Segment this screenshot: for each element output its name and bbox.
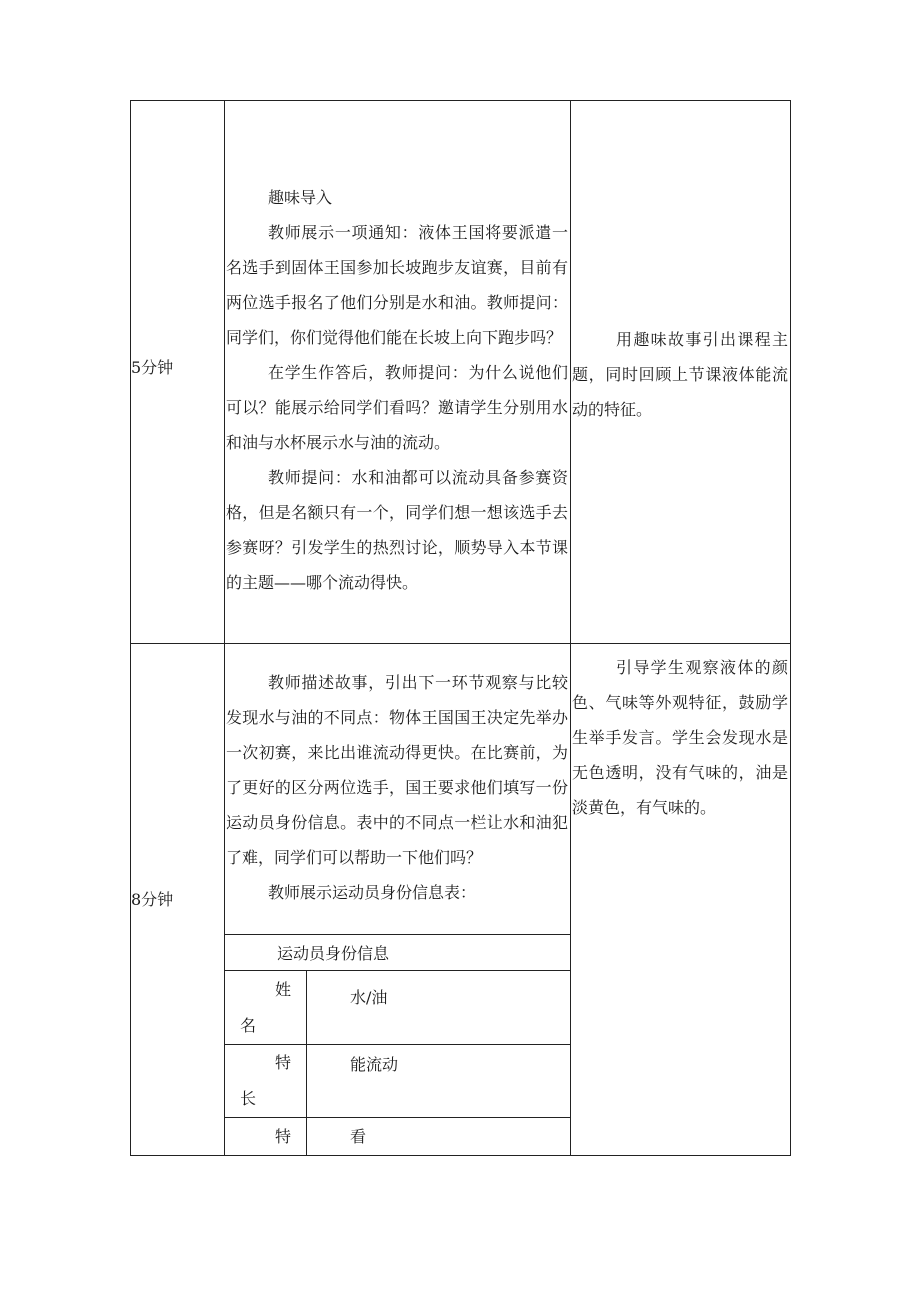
info-table-row-divider — [224, 1117, 570, 1118]
content-cell-row-1 — [226, 180, 568, 600]
info-table-column-divider — [306, 970, 307, 1156]
column-divider-time — [224, 100, 225, 1156]
info-label-name-bottom: 名 — [240, 1016, 257, 1035]
table-left-border — [130, 100, 131, 1156]
content-paragraph: 教师描述故事，引出下一环节观察与比较发现水与油的不同点：物体王国国王决定先举办一次初赛，来比出谁流动得更快。在比赛前，为了更好的区分两位选手，国王要求他们填写一份运动员身份信息。表中的不同点一栏让水和油犯了难，同学们可以帮助一下他们吗？ — [226, 673, 568, 867]
time-cell-row-1: 5分钟 — [131, 358, 174, 377]
info-table-title: 运动员身份信息 — [277, 944, 390, 963]
table-bottom-border — [130, 1155, 791, 1156]
info-label-name-top: 姓 — [275, 980, 292, 999]
section-heading: 趣味导入 — [268, 188, 333, 207]
row-divider — [130, 643, 791, 644]
info-label-specialty-bottom: 长 — [240, 1089, 257, 1108]
info-value-specialty: 能流动 — [350, 1055, 399, 1074]
info-table-row-divider — [224, 1044, 570, 1045]
content-paragraph: 教师提问：水和油都可以流动具备参赛资格，但是名额只有一个，同学们想一想该选手去参赛呀？引发学生的热烈讨论，顺势导入本节课的主题——哪个流动得快。 — [226, 468, 568, 592]
time-cell-row-2: 8分钟 — [131, 890, 174, 909]
info-label-specialty-top: 特 — [275, 1053, 292, 1072]
table-top-border — [130, 100, 791, 101]
content-paragraph: 教师展示运动员身份信息表： — [268, 883, 477, 902]
content-paragraph: 教师展示一项通知：液体王国将要派遣一名选手到固体王国参加长坡跑步友谊赛，目前有两位选手报名了他们分别是水和油。教师提问：同学们，你们觉得他们能在长坡上向下跑步吗？ — [226, 223, 568, 347]
purpose-cell-row-2: 引导学生观察液体的颜色、气味等外观特征，鼓励学生举手发言。学生会发现水是无色透明，没有气味的，油是淡黄色，有气味的。 — [572, 658, 788, 817]
content-cell-row-2 — [226, 665, 568, 910]
info-table-top-border — [224, 934, 570, 935]
purpose-cell-row-1: 用趣味故事引出课程主题，同时回顾上节课液体能流动的特征。 — [572, 330, 788, 419]
info-label-feature-top: 特 — [275, 1127, 292, 1146]
info-table-header-divider — [224, 970, 570, 971]
column-divider-purpose — [570, 100, 571, 1156]
table-right-border — [790, 100, 791, 1156]
info-value-name: 水/油 — [350, 988, 388, 1007]
content-paragraph: 在学生作答后，教师提问：为什么说他们可以？能展示给同学们看吗？邀请学生分别用水和油与水杯展示水与油的流动。 — [226, 363, 568, 452]
info-value-feature: 看 — [350, 1127, 367, 1146]
